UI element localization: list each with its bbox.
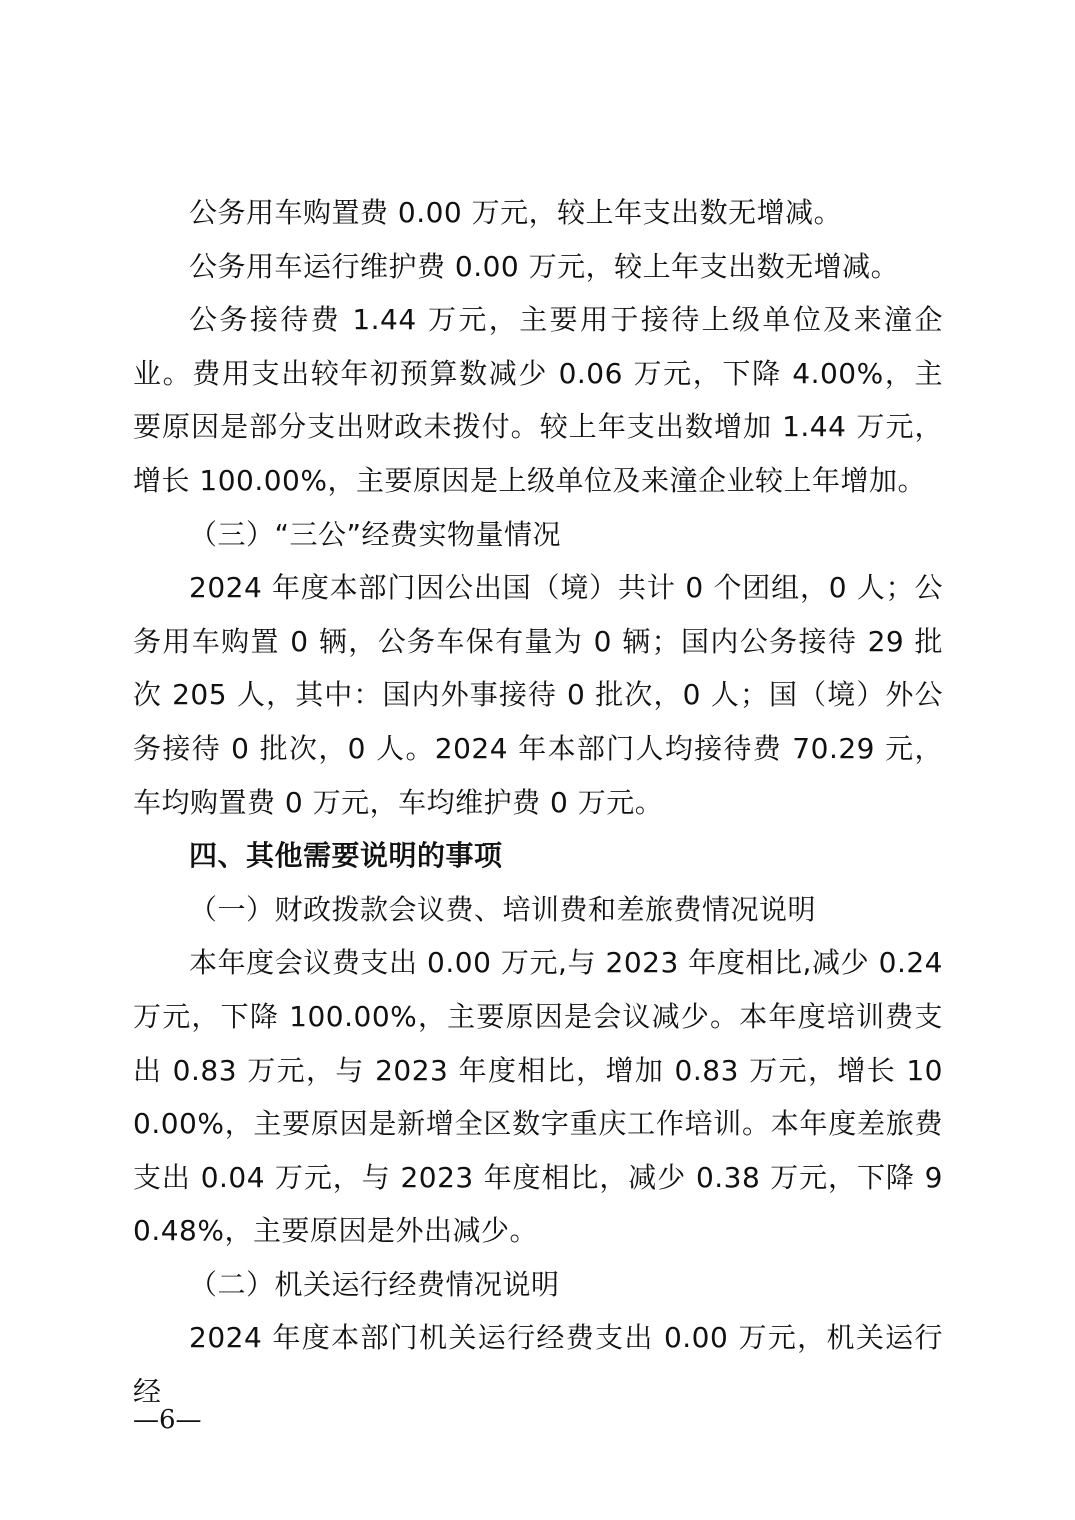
page-number: —6—	[133, 1405, 202, 1435]
paragraph-vehicle-maintenance: 公务用车运行维护费 0.00 万元，较上年支出数无增减。	[189, 249, 900, 283]
heading-meeting-training-travel: （一）财政拨款会议费、培训费和差旅费情况说明	[189, 892, 817, 926]
heading-operating-expenses: （二）机关运行经费情况说明	[189, 1267, 560, 1301]
paragraph-vehicle-purchase: 公务用车购置费 0.00 万元，较上年支出数无增减。	[189, 196, 843, 229]
paragraph-reception-fee: 公务接待费 1.44 万元，主要用于接待上级单位及来潼企业。费用支出较年初预算数减少 0.06 万元，下降 4.00%，主要原因是部分支出财政未拨付。较上年支出数增加 1.44 万元，增长 100.00%，主要原因是上级单位及来潼企业较上年增加。	[133, 303, 943, 497]
document-body	[133, 186, 943, 1419]
heading-three-public-physical: （三）“三公”经费实物量情况	[189, 517, 562, 551]
heading-other-matters: 四、其他需要说明的事项	[189, 839, 503, 873]
paragraph-physical-quantity: 2024 年度本部门因公出国（境）共计 0 个团组，0 人；公务用车购置 0 辆，公务车保有量为 0 辆；国内公务接待 29 批次 205 人，其中：国内外事接待 0 批次，0 人；国（境）外公务接待 0 批次，0 人。2024 年本部门人均接待费 70.29 元，车均购置费 0 万元，车均维护费 0 万元。	[133, 571, 943, 819]
paragraph-operating-expenses: 2024 年度本部门机关运行经费支出 0.00 万元，机关运行经	[133, 1321, 943, 1409]
paragraph-meeting-training-travel: 本年度会议费支出 0.00 万元,与 2023 年度相比,减少 0.24 万元，下降 100.00%，主要原因是会议减少。本年度培训费支出 0.83 万元，与 2023 年度相比，增加 0.83 万元，增长 100.00%，主要原因是新增全区数字重庆工作培训。本年度差旅费支出 0.04 万元，与 2023 年度相比，减少 0.38 万元，下降 90.48%，主要原因是外出减少。	[133, 946, 943, 1248]
